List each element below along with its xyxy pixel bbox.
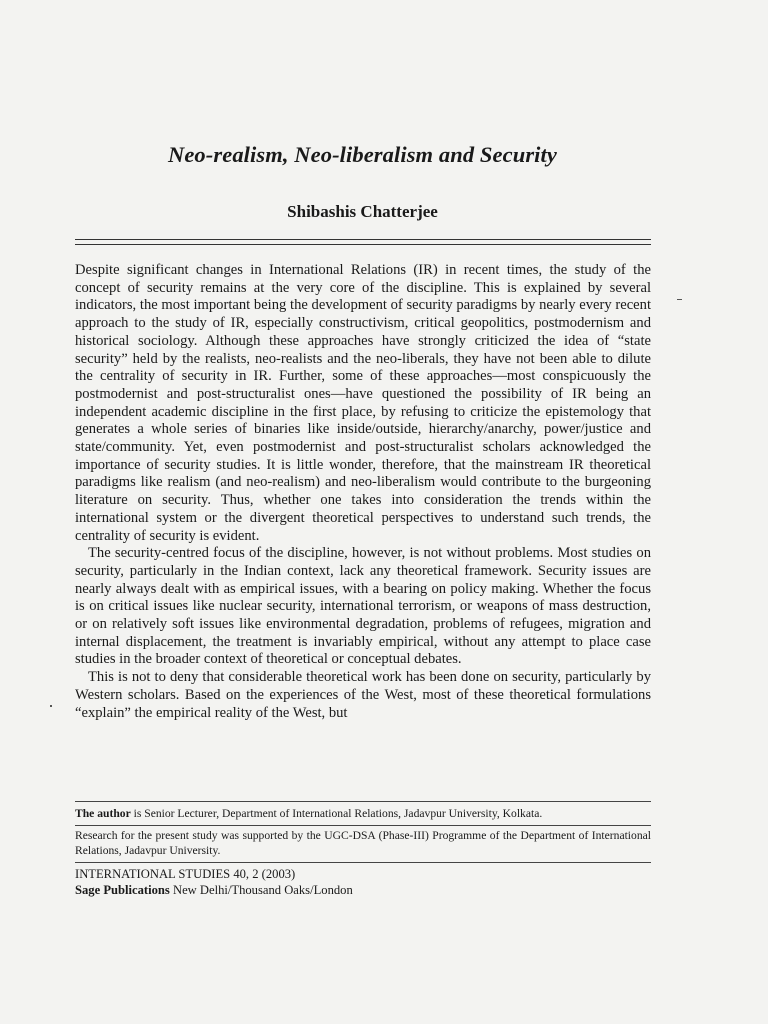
footnote-rule-middle	[75, 825, 651, 826]
header-rule-bottom	[75, 244, 651, 245]
research-footnote-block	[75, 829, 651, 858]
article-title: Neo-realism, Neo-liberalism and Security	[168, 142, 557, 167]
footnotes	[75, 807, 651, 822]
research-footnote: Research for the present study was supported by the UGC-DSA (Phase-III) Programme of the Department of International Relations, Jadavpur University.	[75, 829, 651, 857]
body-paragraph: This is not to deny that considerable theoretical work has been done on security, particularly by Western scholars. Based on the experiences of the West, most of these theoretical formulations “explain” the empirical reality of the West, but	[75, 669, 651, 721]
article-author: Shibashis Chatterjee	[287, 202, 438, 221]
footnote-rule-bottom	[75, 862, 651, 863]
author-footnote-text: is Senior Lecturer, Department of International Relations, Jadavpur University, Kolkata.	[130, 807, 543, 820]
journal-locations: New Delhi/Thousand Oaks/London	[169, 883, 353, 897]
journal-citation: INTERNATIONAL STUDIES 40, 2 (2003)	[75, 867, 296, 881]
header-rule-top	[75, 239, 651, 240]
scan-speck	[50, 705, 52, 707]
journal-publisher: Sage Publications	[75, 883, 170, 897]
body-paragraph: Despite significant changes in International Relations (IR) in recent times, the study of the concept of security remains at the very core of the discipline. This is explained by several indicators, the most important being the development of security paradigms by nearly every recent approach to the study of IR, especially constructivism, critical geopolitics, postmodernism and historical sociology. Although these approaches have strongly criticized the idea of “state security” held by the realists, neo-realists and the neo-liberals, they have not been able to dilute the centrality of security in IR. Further, some of these approaches—most conspicuously the postmodernist and post-structuralist ones—have questioned the possibility of IR being an independent academic discipline in the first place, by refusing to criticize the epistemology that generates a whole series of binaries like inside/outside, hierarchy/anarchy, power/justice and state/community. Yet, even postmodernist and post-structuralist scholars acknowledged the importance of security studies. It is little wonder, therefore, that the mainstream IR theoretical paradigms like realism (and neo-realism) and neo-liberalism would contribute to the burgeoning literature on security. Thus, whether one takes into consideration the trends within the international system or the divergent theoretical perspectives to understand such trends, the centrality of security is evident.	[75, 262, 651, 544]
article-body	[75, 262, 651, 722]
scan-speck	[677, 299, 682, 300]
body-paragraph: The security-centred focus of the discipline, however, is not without problems. Most studies on security, particularly in the Indian context, lack any theoretical framework. Security issues are nearly always dealt with as empirical issues, with a bearing on policy making. Whether the focus is on critical issues like nuclear security, international terrorism, or weapons of mass destruction, or on relatively soft issues like environmental degradation, problems of refugees, migration and internal displacement, the treatment is invariably empirical, without any attempt to place case studies in the broader context of theoretical or conceptual debates.	[75, 545, 651, 668]
journal-publisher-line	[75, 882, 651, 898]
author-footnote	[75, 807, 651, 822]
footnote-rule-top	[75, 801, 651, 802]
author-footnote-lead: The author	[75, 807, 131, 820]
journal-info	[75, 866, 651, 898]
